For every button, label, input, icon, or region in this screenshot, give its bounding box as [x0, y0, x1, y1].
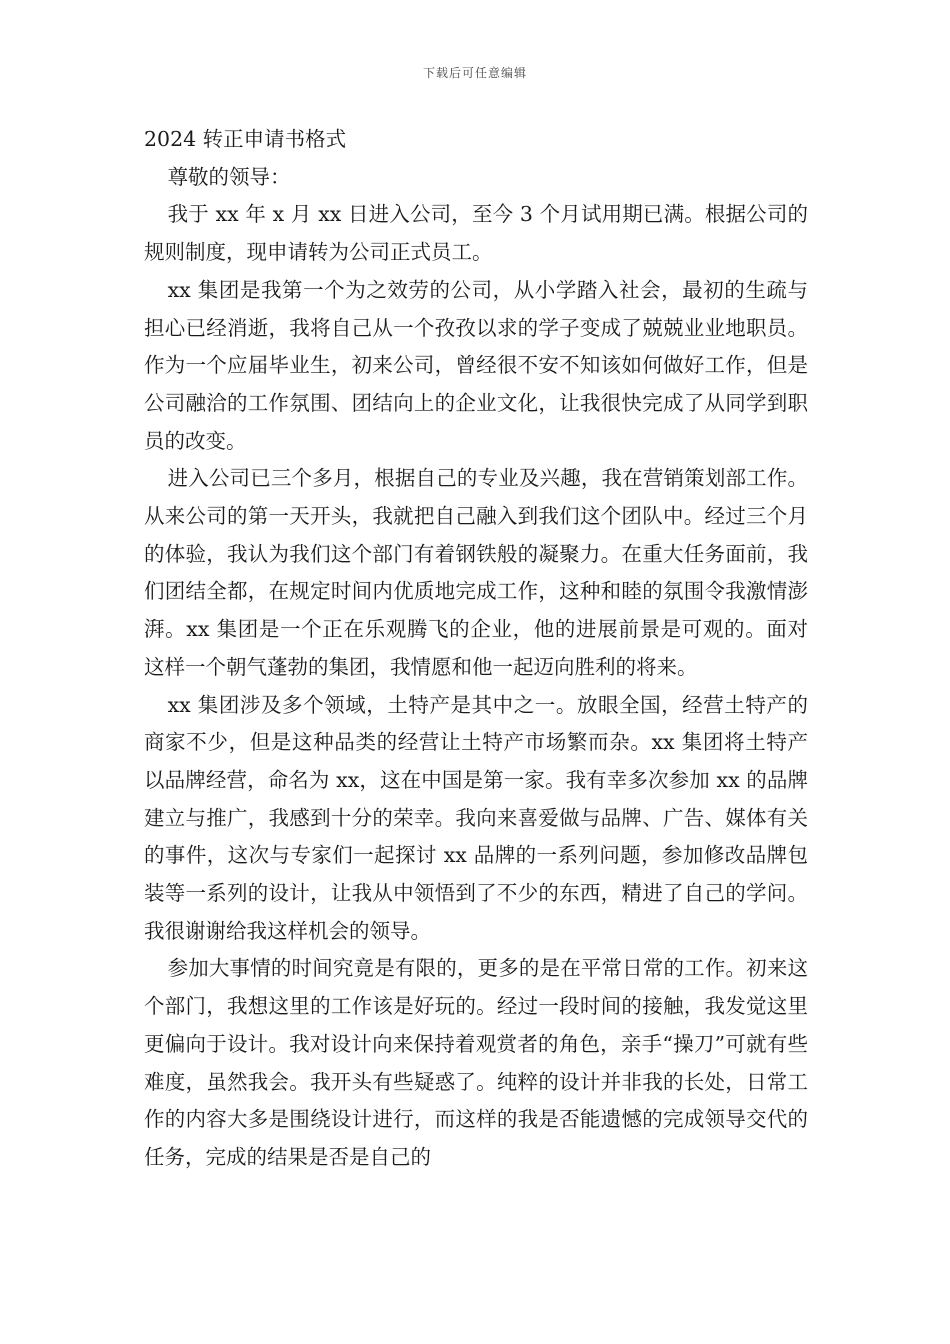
document-body: [144, 121, 808, 1177]
document-title: 2024 转正申请书格式: [144, 127, 347, 151]
paragraph-first-company: xx 集团是我第一个为之效劳的公司，从小学踏入社会，最初的生疏与担心已经消逝，我将自己从一个孜孜以求的学子变成了兢兢业业地职员。作为一个应届毕业生，初来公司，曾经很不安不知该如何做好工作，但是公司融洽的工作氛围、团结向上的企业文化，让我很快完成了从同学到职员的改变。: [144, 277, 808, 453]
paragraph-daily-work: 参加大事情的时间究竟是有限的，更多的是在平常日常的工作。初来这个部门，我想这里的工作该是好玩的。经过一段时间的接触，我发觉这里更偏向于设计。我对设计向来保持着观赏者的角色，亲手“操刀”可就有些难度，虽然我会。我开头有些疑惑了。纯粹的设计并非我的长处，日常工作的内容大多是围绕设计进行，而这样的我是否能遗憾的完成领导交代的任务，完成的结果是否是自己的: [144, 956, 808, 1169]
salutation: 尊敬的领导：: [167, 164, 291, 189]
paragraph-brand-building: xx 集团涉及多个领域，土特产是其中之一。放眼全国，经营土特产的商家不少，但是这种品类的经营让土特产市场繁而杂。xx 集团将土特产以品牌经营，命名为 xx，这在中国是第一家。我有幸多次参加 xx 的品牌建立与推广，我感到十分的荣幸。我向来喜爱做与品牌、广告、媒体有关的事件，这次与专家们一起探讨 xx 品牌的一系列问题，参加修改品牌包装等一系列的设计，让我从中领悟到了不少的东西，精进了自己的学问。我很谢谢给我这样机会的领导。: [144, 692, 808, 943]
header-note: 下载后可任意编辑: [422, 66, 527, 80]
paragraph-trial-end: 我于 xx 年 x 月 xx 日进入公司，至今 3 个月试用期已满。根据公司的规则制度，现申请转为公司正式员工。: [144, 202, 808, 265]
paragraph-marketing-department: 进入公司已三个多月，根据自己的专业及兴趣，我在营销策划部工作。从来公司的第一天开头，我就把自己融入到我们这个团队中。经过三个月的体验，我认为我们这个部门有着钢铁般的凝聚力。在重大任务面前，我们团结全都，在规定时间内优质地完成工作，这种和睦的氛围令我激情澎湃。xx 集团是一个正在乐观腾飞的企业，他的进展前景是可观的。面对这样一个朝气蓬勃的集团，我情愿和他一起迈向胜利的将来。: [144, 466, 808, 679]
